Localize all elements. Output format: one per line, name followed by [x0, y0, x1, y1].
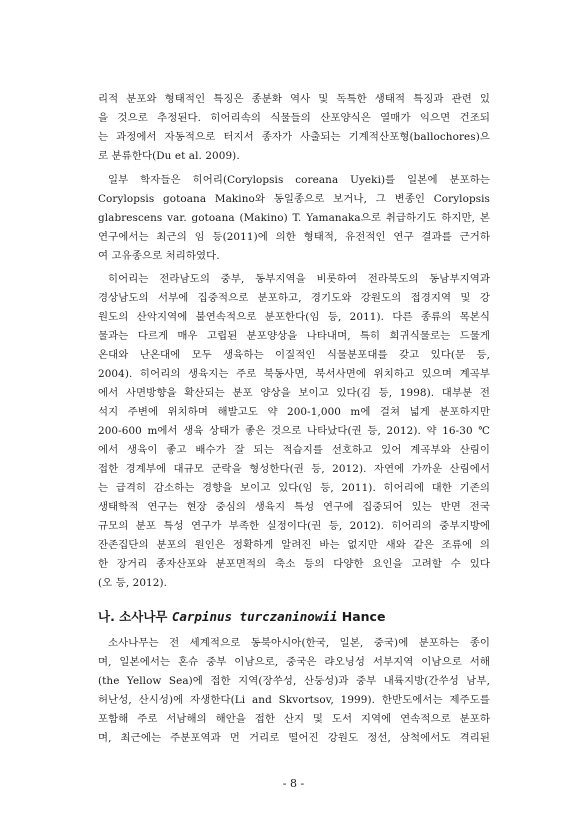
text-line: 포함해 주로 서남해의 해안을 접한 산지 및 도서 지역에 연속적으로 분포하 — [98, 713, 490, 725]
text-line: (the Yellow Sea)에 접한 지역(장쑤성, 산둥성)과 중부 내륙지방(간쑤성 남부, — [98, 675, 490, 687]
heading-prefix: 나. 소사나무 — [98, 609, 172, 624]
text-line: 에서 생육이 좋고 배수가 잘 되는 적습지를 선호하고 있어 계곡부와 산림이 — [98, 444, 490, 456]
text-line: 규모의 분포 특성 연구가 부족한 실정이다(권 등, 2012). 히어리의 중부지방에 — [98, 520, 490, 532]
section-heading — [98, 607, 385, 625]
text-line: 한 장거리 종자산포와 분포면적의 축소 등의 다양한 요인을 고려할 수 있다 — [98, 558, 490, 570]
text-line: 연구에서는 최근의 임 등(2011)에 의한 형태적, 유전적인 연구 결과를 근거하 — [98, 231, 490, 243]
text-line: 소사나무는 전 세계적으로 동북아시아(한국, 일본, 중국)에 분포하는 종이 — [108, 637, 490, 649]
text-line: 을 것으로 추정된다. 히어리속의 식물들의 산포양식은 열매가 익으면 건조되 — [98, 112, 490, 124]
text-line: glabrescens var. gotoana (Makino) T. Yamanaka으로 취급하기도 하지만, 본 — [98, 212, 490, 224]
text-line: 일부 학자들은 히어리(Corylopsis coreana Uyeki)를 일본에 분포하는 — [108, 174, 490, 186]
text-line: 생태학적 연구는 현장 중심의 생육지 특성 연구에 집중되어 있는 반면 전국 — [98, 501, 490, 513]
text-line: 며, 최근에는 주분포역과 먼 거리로 떨어진 강원도 정선, 삼척에서도 격리된 — [98, 732, 490, 744]
text-line: 며, 일본에서는 혼슈 중부 이남으로, 중국은 랴오닝성 서부지역 이남으로 서해 — [98, 656, 490, 668]
text-line: 는 급격히 감소하는 경향을 보이고 있다(임 등, 2011). 히어리에 대한 기존의 — [98, 482, 490, 494]
text-line: 히어리는 전라남도의 중부, 동부지역을 비롯하여 전라북도의 동남부지역과 — [108, 273, 490, 285]
page-number: - 8 - — [282, 777, 305, 790]
text-line: 석지 주변에 위치하며 해발고도 약 200-1,000 m에 걸쳐 넓게 분포하지만 — [98, 406, 490, 418]
text-line: 원도의 산악지역에 불연속적으로 분포한다(임 등, 2011). 다른 종류의 목본식 — [98, 311, 490, 323]
text-line: 온대와 난온대에 모두 생육하는 이질적인 식물분포대를 갖고 있다(문 등, — [98, 349, 490, 361]
text-line: 로 분류한다(Du et al. 2009). — [98, 150, 240, 162]
heading-author: Hance — [337, 609, 386, 624]
text-line: 여 고유종으로 처리하였다. — [98, 250, 220, 262]
text-line: 경상남도의 서부에 집중적으로 분포하고, 경기도와 강원도의 접경지역 및 강 — [98, 292, 490, 304]
text-line: 잔존집단의 분포의 원인은 정확하게 알려진 바는 없지만 새와 같은 조류에 의 — [98, 539, 490, 551]
text-line: 는 과정에서 자동적으로 터지서 종자가 사출되는 기계적산포형(ballochores)으 — [98, 131, 490, 143]
text-line: 물과는 다르게 매우 고립된 분포양상을 나타내며, 특히 희귀식물로는 드물게 — [98, 330, 490, 342]
text-line: 리적 분포와 형태적인 특징은 종분화 역사 및 독특한 생태적 특징과 관련 있 — [98, 93, 490, 105]
text-line: 에서 사면방향을 확산되는 분포 양상을 보이고 있다(김 등, 1998). 대부분 전 — [98, 387, 490, 399]
text-line: 2004). 히어리의 생육지는 주로 북동사면, 북서사면에 위치하고 있으며 계곡부 — [98, 368, 490, 380]
text-line: 접한 경계부에 대규모 군락을 형성한다(권 등, 2012). 자연에 가까운 산림에서 — [98, 463, 490, 475]
heading-scientific-name: Carpinus turczaninowii — [171, 609, 338, 624]
text-line: 200-600 m에서 생육 상태가 좋은 것으로 나타났다(권 등, 2012). 약 16-30 ℃ — [98, 425, 490, 437]
text-line: 허난성, 산시성)에 자생한다(Li and Skvortsov, 1999). 한반도에서는 제주도를 — [98, 694, 490, 706]
text-line: (오 등, 2012). — [98, 577, 168, 589]
text-line: Corylopsis gotoana Makino와 동일종으로 보거나, 그 변종인 Corylopsis — [98, 193, 490, 205]
